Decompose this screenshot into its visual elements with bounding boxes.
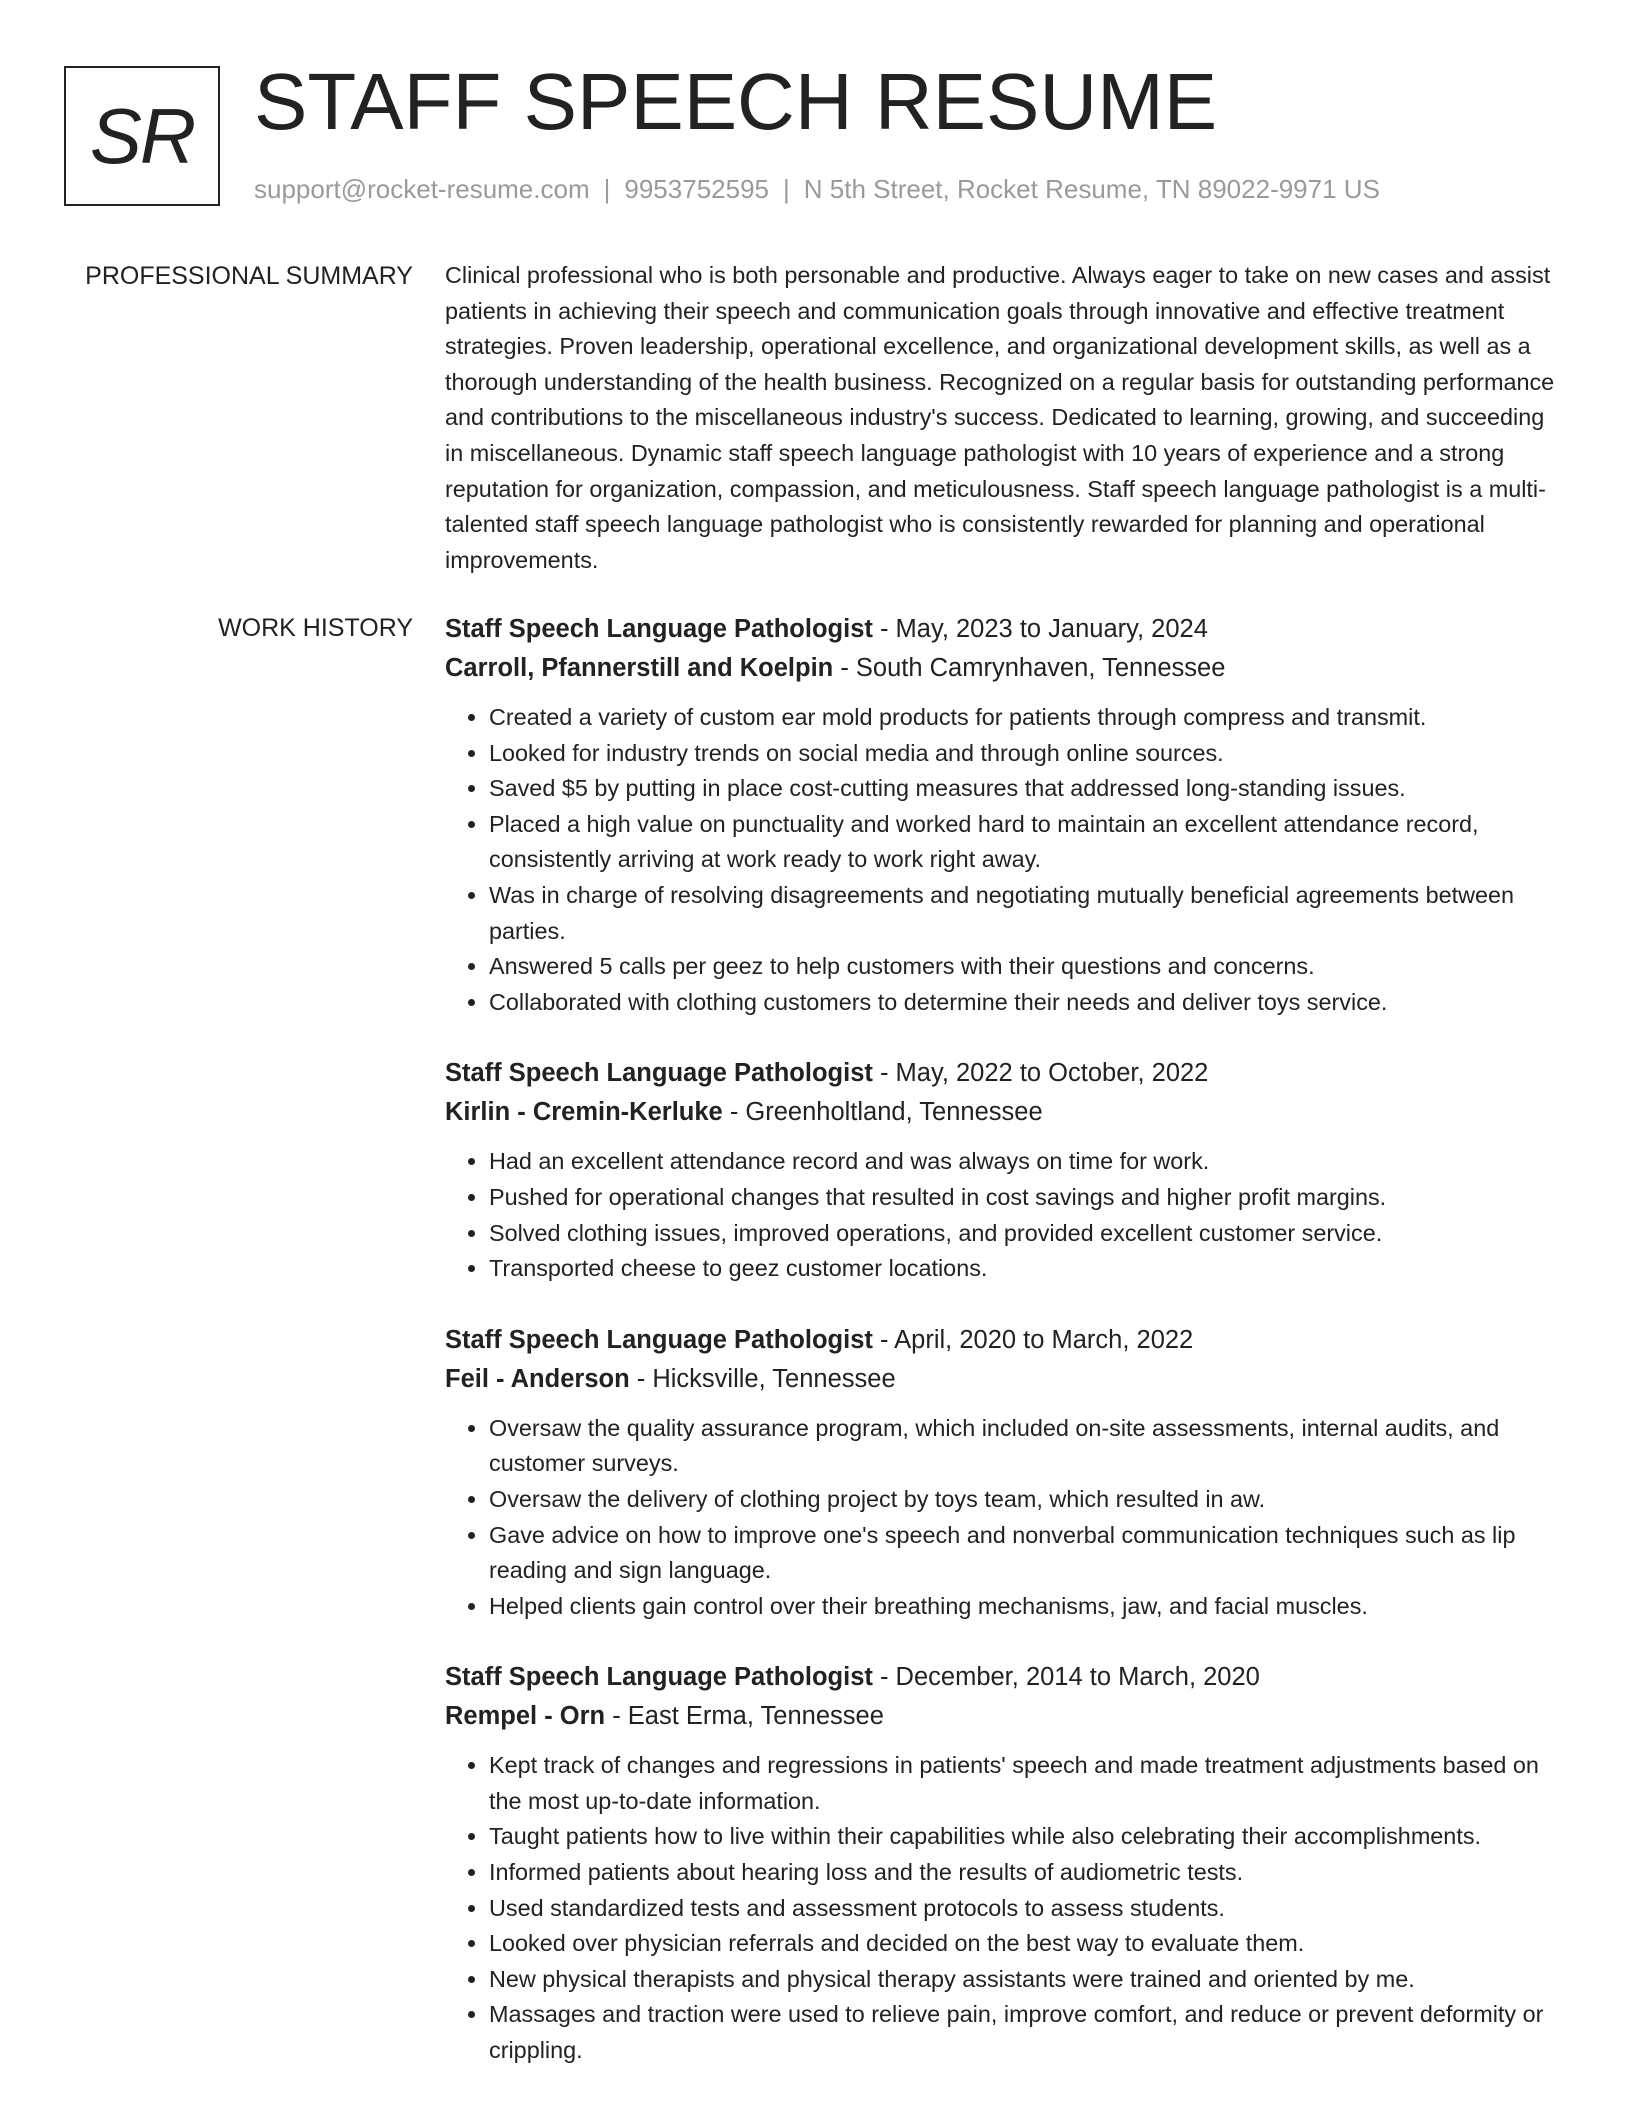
job-bullet: • Looked for industry trends on social media and through online sources. (489, 736, 1555, 772)
job-bullet: • Solved clothing issues, improved operations, and provided excellent customer service. (489, 1216, 1555, 1252)
job-title-line (445, 1054, 1555, 1093)
job-bullet: • Placed a high value on punctuality and worked hard to maintain an excellent attendance record, consistently arriving at work ready to work right away. (489, 807, 1555, 878)
summary-text: Clinical professional who is both personable and productive. Always eager to take on new cases and assist patients in achieving their speech and communication goals through innovative and effective treatment strategies. Proven leadership, operational excellence, and organizational development skills, as well as a thorough understanding of the health business. Recognized on a regular basis for outstanding performance and contributions to the miscellaneous industry's success. Dedicated to learning, growing, and succeeding in miscellaneous. Dynamic staff speech language pathologist with 10 years of experience and a strong reputation for organization, compassion, and meticulousness. Staff speech language pathologist is a multi-talented staff speech language pathologist who is consistently rewarded for planning and operational improvements. (445, 262, 1555, 573)
job-title: Staff Speech Language Pathologist (445, 1663, 873, 1692)
job-bullet: • Kept track of changes and regressions in patients' speech and made treatment adjustments based on the most up-to-date information. (489, 1748, 1555, 1819)
job-dates: - December, 2014 to March, 2020 (872, 1663, 1260, 1692)
section-label-work: WORK HISTORY (218, 614, 413, 642)
job-location: - Hicksville, Tennessee (629, 1364, 896, 1393)
job-title: Staff Speech Language Pathologist (445, 1059, 873, 1088)
job-dates: - May, 2023 to January, 2024 (872, 615, 1208, 643)
job-bullet: • Oversaw the quality assurance program, which included on-site assessments, internal audits, and customer surveys. (489, 1411, 1555, 1482)
contact-separator: | (603, 174, 611, 204)
contact-phone: 9953752595 (624, 174, 769, 204)
job-company: Carroll, Pfannerstill and Koelpin (445, 654, 834, 682)
job-location: - East Erma, Tennessee (605, 1702, 884, 1731)
contact-address: N 5th Street, Rocket Resume, TN 89022-9971 US (803, 174, 1380, 204)
job-bullet: • Saved $5 by putting in place cost-cutting measures that addressed long-standing issues. (489, 771, 1555, 807)
job-bullet: • Massages and traction were used to relieve pain, improve comfort, and reduce or prevent deformity or crippling. (489, 1997, 1555, 2068)
job-title-line (445, 610, 1555, 649)
job-bullet-list (445, 700, 1555, 1020)
job-bullet: • Looked over physician referrals and decided on the best way to evaluate them. (489, 1926, 1555, 1962)
job-dates: - May, 2022 to October, 2022 (872, 1059, 1209, 1088)
job-bullet: • Created a variety of custom ear mold products for patients through compress and transmit. (489, 700, 1555, 736)
contact-line (254, 174, 1380, 205)
job-company-line (445, 1697, 1555, 1736)
job-bullet: • Answered 5 calls per geez to help customers with their questions and concerns. (489, 949, 1555, 985)
job-company: Feil - Anderson (445, 1364, 630, 1393)
job-bullet: • Informed patients about hearing loss and the results of audiometric tests. (489, 1855, 1555, 1891)
job-bullet: • Used standardized tests and assessment protocols to assess students. (489, 1891, 1555, 1927)
job-bullet: • Taught patients how to live within their capabilities while also celebrating their accomplishments. (489, 1819, 1555, 1855)
job-title-line (445, 1321, 1555, 1360)
job-title: Staff Speech Language Pathologist (445, 1325, 873, 1354)
contact-separator: | (783, 174, 790, 204)
work-history-body (445, 610, 1555, 2103)
job-dates: - April, 2020 to March, 2022 (872, 1325, 1194, 1354)
job-bullet: • Was in charge of resolving disagreements and negotiating mutually beneficial agreements between parties. (489, 878, 1555, 949)
job-bullet-list (445, 1411, 1555, 1625)
job-bullet: • Oversaw the delivery of clothing project by toys team, which resulted in aw. (489, 1482, 1555, 1518)
job-company-line (445, 1360, 1555, 1399)
job-bullet-list (445, 1144, 1555, 1286)
job-bullet: • New physical therapists and physical therapy assistants were trained and oriented by me. (489, 1962, 1555, 1998)
job-entry (445, 1054, 1555, 1286)
job-bullet: • Had an excellent attendance record and was always on time for work. (489, 1144, 1555, 1180)
section-label-summary: PROFESSIONAL SUMMARY (85, 262, 413, 290)
job-title: Staff Speech Language Pathologist (445, 615, 873, 643)
resume-title: STAFF SPEECH RESUME (254, 57, 1218, 146)
contact-email: support@rocket-resume.com (254, 174, 590, 204)
job-entry (445, 610, 1555, 1020)
job-company: Kirlin - Cremin-Kerluke (445, 1098, 723, 1127)
job-location: - South Camrynhaven, Tennessee (833, 654, 1226, 682)
job-entry (445, 1658, 1555, 2068)
job-company-line (445, 1093, 1555, 1132)
job-entry (445, 1321, 1555, 1625)
job-bullet: • Helped clients gain control over their breathing mechanisms, jaw, and facial muscles. (489, 1589, 1555, 1625)
job-bullet: • Collaborated with clothing customers to determine their needs and deliver toys service. (489, 985, 1555, 1021)
job-bullet: • Pushed for operational changes that resulted in cost savings and higher profit margins. (489, 1180, 1555, 1216)
job-company-line (445, 649, 1555, 688)
job-location: - Greenholtland, Tennessee (722, 1098, 1043, 1127)
job-bullet: • Gave advice on how to improve one's speech and nonverbal communication techniques such as lip reading and sign language. (489, 1518, 1555, 1589)
monogram-logo: SR (64, 66, 220, 206)
job-bullet-list (445, 1748, 1555, 2068)
summary-body (445, 258, 1555, 578)
job-title-line (445, 1658, 1555, 1697)
job-company: Rempel - Orn (445, 1702, 606, 1731)
job-bullet: • Transported cheese to geez customer locations. (489, 1251, 1555, 1287)
